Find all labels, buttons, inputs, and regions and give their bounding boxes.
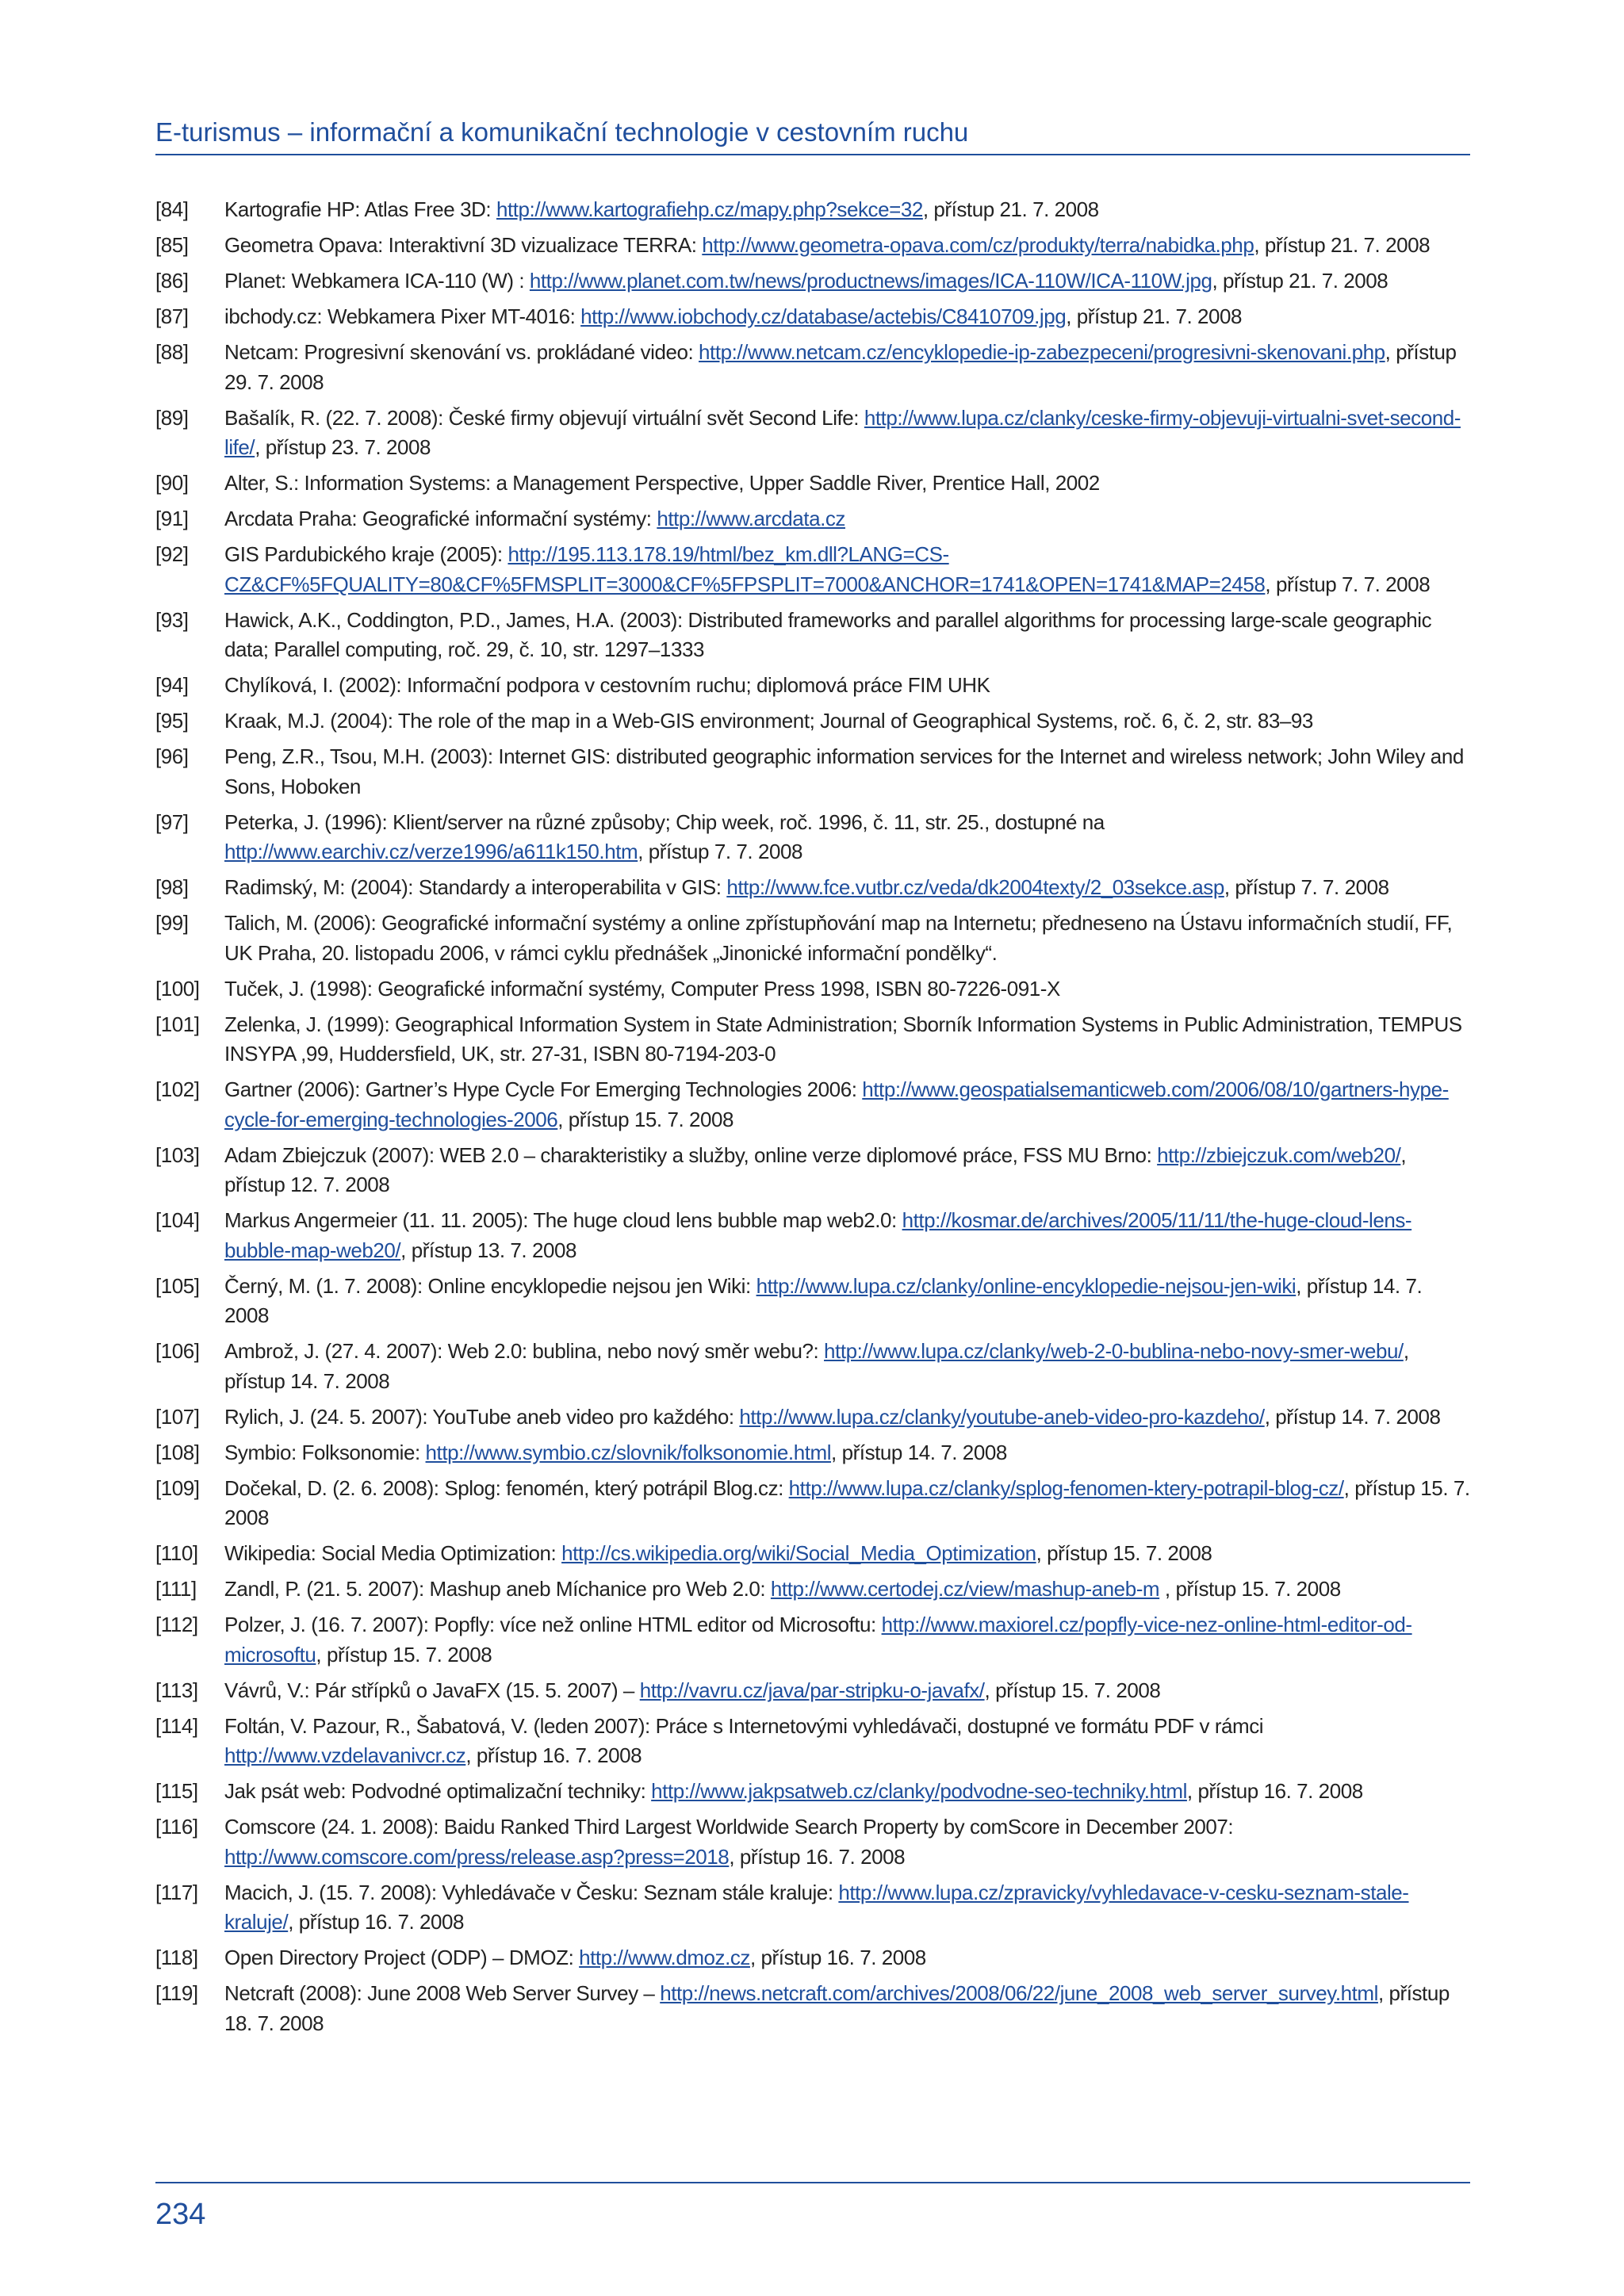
reference-citation: Macich, J. (15. 7. 2008): Vyhledávače v Česku: Seznam stále kraluje:: [224, 1880, 839, 1904]
reference-item: [155, 1712, 1470, 1771]
reference-citation: Gartner (2006): Gartner’s Hype Cycle For Emerging Technologies 2006:: [224, 1077, 863, 1101]
reference-link[interactable]: http://news.netcraft.com/archives/2008/06/22/june_2008_web_server_survey.html: [660, 1981, 1378, 2005]
reference-number: [114]: [155, 1713, 198, 1738]
reference-access-date: , přístup 21. 7. 2008: [1254, 233, 1431, 257]
reference-access-date: , přístup 7. 7. 2008: [1224, 875, 1389, 899]
reference-item: [155, 540, 1470, 599]
reference-citation: Chylíková, I. (2002): Informační podpora v cestovním ruchu; diplomová práce FIM UHK: [224, 673, 990, 697]
reference-text: [224, 1272, 1470, 1331]
reference-access-date: , přístup 15. 7. 2008: [984, 1678, 1161, 1702]
reference-access-date: , přístup 18. 7. 2008: [224, 1981, 1450, 2035]
reference-number: [88]: [155, 340, 189, 364]
reference-link[interactable]: http://www.arcdata.cz: [657, 507, 845, 530]
reference-access-date: , přístup 16. 7. 2008: [1186, 1779, 1363, 1803]
reference-access-date: , přístup 29. 7. 2008: [224, 340, 1457, 394]
reference-item: [155, 909, 1470, 968]
reference-citation: Hawick, A.K., Coddington, P.D., James, H.A. (2003): Distributed frameworks and parallel algorithms for processing large-scale geographic data; Parallel computing, roč. 29, č. 10, str. 1297–1333: [224, 607, 1432, 661]
reference-text: [224, 1575, 1470, 1605]
reference-access-date: , přístup 23. 7. 2008: [255, 435, 431, 459]
reference-access-date: , přístup 14. 7. 2008: [1264, 1404, 1441, 1429]
reference-number: [116]: [155, 1815, 198, 1839]
reference-item: [155, 671, 1470, 701]
reference-access-date: , přístup 13. 7. 2008: [400, 1238, 576, 1262]
reference-access-date: , přístup 15. 7. 2008: [557, 1107, 734, 1131]
reference-citation: Adam Zbiejczuk (2007): WEB 2.0 – charakteristiky a služby, online verze diplomové práce, FSS MU Brno:: [224, 1142, 1158, 1167]
reference-number: [101]: [155, 1012, 200, 1036]
reference-text: [224, 1206, 1470, 1265]
reference-citation: Arcdata Praha: Geografické informační systémy:: [224, 507, 657, 530]
reference-citation: Symbio: Folksonomie:: [224, 1440, 426, 1464]
reference-item: [155, 1676, 1470, 1706]
reference-citation: Zandl, P. (21. 5. 2007): Mashup aneb Míchanice pro Web 2.0:: [224, 1577, 771, 1601]
reference-citation: Zelenka, J. (1999): Geographical Information System in State Administration; Sborník Information Systems in Public Administration, TEMPUS INSYPA ,99, Huddersfield, UK, str. 27-31, ISBN 80-7194-203-0: [224, 1012, 1462, 1066]
reference-citation: Netcam: Progresivní skenování vs. prokládané video:: [224, 340, 699, 364]
reference-number: [96]: [155, 744, 189, 768]
reference-link[interactable]: http://www.lupa.cz/clanky/online-encyklopedie-nejsou-jen-wiki: [756, 1273, 1297, 1298]
reference-link[interactable]: http://195.113.178.19/html/bez_km.dll?LANG=CS-CZ&CF%5FQUALITY=80&CF%5FMSPLIT=3000&CF%5FPSPLIT=7000&ANCHOR=1741&OPEN=1741&MAP=2458: [224, 542, 1266, 596]
reference-item: [155, 302, 1470, 332]
reference-access-date: , přístup 21. 7. 2008: [1066, 304, 1243, 328]
reference-access-date: , přístup 16. 7. 2008: [288, 1910, 465, 1934]
reference-text: [224, 302, 1470, 332]
reference-item: [155, 231, 1470, 261]
reference-item: [155, 706, 1470, 737]
reference-citation: Černý, M. (1. 7. 2008): Online encyklopedie nejsou jen Wiki:: [224, 1273, 756, 1298]
reference-link[interactable]: http://vavru.cz/java/par-stripku-o-javafx/: [639, 1678, 985, 1702]
reference-citation: Talich, M. (2006): Geografické informační systémy a online zpřístupňování map na Internetu; předneseno na Ústavu informačních studií, FF, UK Praha, 20. listopadu 2006, v rámci cyklu přednášek „Jinonické informační pondělky“.: [224, 911, 1453, 965]
page-number: 234: [155, 2198, 206, 2231]
reference-access-date: , přístup 15. 7. 2008: [224, 1475, 1470, 1529]
reference-text: [224, 909, 1470, 968]
reference-text: [224, 1812, 1470, 1872]
reference-item: [155, 1878, 1470, 1938]
reference-citation: Polzer, J. (16. 7. 2007): Popfly: více než online HTML editor od Microsoftu:: [224, 1613, 882, 1636]
reference-link[interactable]: http://kosmar.de/archives/2005/11/11/the-huge-cloud-lens-bubble-map-web20/: [224, 1208, 1412, 1262]
reference-citation: Comscore (24. 1. 2008): Baidu Ranked Third Largest Worldwide Search Property by comScore in December 2007:: [224, 1815, 1234, 1839]
reference-access-date: , přístup 16. 7. 2008: [729, 1844, 906, 1869]
reference-access-date: , přístup 21. 7. 2008: [1212, 269, 1388, 293]
reference-text: [224, 1402, 1470, 1433]
reference-item: [155, 1539, 1470, 1569]
reference-citation: Foltán, V. Pazour, R., Šabatová, V. (leden 2007): Práce s Internetovými vyhledávači, dostupné ve formátu PDF v rámci: [224, 1713, 1264, 1738]
reference-text: [224, 1777, 1470, 1807]
reference-text: [224, 1676, 1470, 1706]
reference-text: [224, 706, 1470, 737]
reference-number: [90]: [155, 471, 189, 495]
reference-citation: Kartografie HP: Atlas Free 3D:: [224, 197, 496, 221]
reference-citation: Rylich, J. (24. 5. 2007): YouTube aneb video pro každého:: [224, 1404, 740, 1429]
reference-item: [155, 1575, 1470, 1605]
reference-number: [86]: [155, 269, 189, 293]
reference-number: [105]: [155, 1273, 200, 1298]
reference-link[interactable]: http://www.lupa.cz/zpravicky/vyhledavace-v-cesku-seznam-stale-kraluje/: [224, 1880, 1409, 1934]
reference-link[interactable]: http://cs.wikipedia.org/wiki/Social_Media_Optimization: [561, 1541, 1036, 1565]
reference-citation: Radimský, M: (2004): Standardy a interoperabilita v GIS:: [224, 875, 727, 899]
reference-citation: Open Directory Project (ODP) – DMOZ:: [224, 1946, 580, 1969]
reference-citation: Markus Angermeier (11. 11. 2005): The huge cloud lens bubble map web2.0:: [224, 1208, 902, 1232]
reference-item: [155, 1272, 1470, 1331]
reference-item: [155, 1812, 1470, 1872]
reference-access-date: , přístup 16. 7. 2008: [465, 1743, 642, 1767]
reference-access-date: , přístup 16. 7. 2008: [749, 1946, 926, 1969]
reference-item: [155, 266, 1470, 297]
reference-access-date: , přístup 15. 7. 2008: [316, 1642, 492, 1667]
reference-text: [224, 266, 1470, 297]
reference-number: [99]: [155, 911, 189, 935]
reference-citation: Alter, S.: Information Systems: a Management Perspective, Upper Saddle River, Prentice Hall, 2002: [224, 471, 1100, 495]
reference-number: [110]: [155, 1541, 198, 1565]
reference-text: [224, 671, 1470, 701]
reference-number: [104]: [155, 1208, 200, 1232]
reference-link[interactable]: http://www.dmoz.cz: [579, 1946, 750, 1969]
reference-link[interactable]: http://www.vzdelavanivcr.cz: [224, 1743, 466, 1767]
reference-item: [155, 1402, 1470, 1433]
reference-citation: Peng, Z.R., Tsou, M.H. (2003): Internet GIS: distributed geographic information services for the Internet and wireless network; John Wiley and Sons, Hoboken: [224, 744, 1464, 798]
reference-number: [103]: [155, 1142, 200, 1167]
reference-number: [87]: [155, 304, 189, 328]
reference-link[interactable]: http://www.jakpsatweb.cz/clanky/podvodne-seo-techniky.html: [651, 1779, 1187, 1803]
reference-item: [155, 1438, 1470, 1468]
reference-text: [224, 1141, 1470, 1200]
reference-access-date: , přístup 7. 7. 2008: [1265, 572, 1431, 596]
reference-text: [224, 1337, 1470, 1396]
reference-number: [102]: [155, 1077, 200, 1101]
reference-item: [155, 1010, 1470, 1070]
reference-text: [224, 469, 1470, 499]
reference-item: [155, 606, 1470, 665]
reference-link[interactable]: http://zbiejczuk.com/web20/: [1157, 1142, 1401, 1167]
reference-link[interactable]: http://www.lupa.cz/clanky/splog-fenomen-ktery-potrapil-blog-cz/: [788, 1475, 1344, 1500]
reference-link[interactable]: http://www.lupa.cz/clanky/youtube-aneb-video-pro-kazdeho/: [739, 1404, 1265, 1429]
reference-text: [224, 742, 1470, 802]
reference-number: [113]: [155, 1678, 198, 1702]
reference-number: [108]: [155, 1440, 200, 1464]
reference-number: [85]: [155, 233, 189, 257]
reference-number: [93]: [155, 607, 189, 632]
reference-item: [155, 873, 1470, 903]
running-header-title: E-turismus – informační a komunikační technologie v cestovním ruchu: [155, 117, 969, 147]
reference-list: [155, 195, 1470, 2045]
reference-item: [155, 338, 1470, 397]
reference-item: [155, 1610, 1470, 1670]
reference-citation: Tuček, J. (1998): Geografické informační systémy, Computer Press 1998, ISBN 80-7226-091-X: [224, 976, 1060, 1001]
reference-access-date: , přístup 15. 7. 2008: [1036, 1541, 1212, 1565]
reference-link[interactable]: http://www.fce.vutbr.cz/veda/dk2004texty/2_03sekce.asp: [726, 875, 1224, 899]
reference-item: [155, 504, 1470, 534]
reference-text: [224, 1010, 1470, 1070]
reference-number: [119]: [155, 1981, 198, 2005]
reference-item: [155, 1075, 1470, 1135]
reference-text: [224, 1943, 1470, 1973]
reference-text: [224, 606, 1470, 665]
reference-link[interactable]: http://www.maxiorel.cz/popfly-vice-nez-online-html-editor-od-microsoftu: [224, 1613, 1412, 1667]
reference-citation: Peterka, J. (1996): Klient/server na různé způsoby; Chip week, roč. 1996, č. 11, str. 25., dostupné na: [224, 809, 1105, 834]
reference-citation: Bašalík, R. (22. 7. 2008): České firmy objevují virtuální svět Second Life:: [224, 405, 864, 430]
reference-citation: Netcraft (2008): June 2008 Web Server Survey –: [224, 1981, 661, 2005]
reference-number: [97]: [155, 809, 189, 834]
reference-text: [224, 974, 1470, 1004]
reference-number: [89]: [155, 405, 189, 430]
reference-number: [111]: [155, 1577, 197, 1601]
reference-item: [155, 742, 1470, 802]
reference-item: [155, 1943, 1470, 1973]
reference-text: [224, 1438, 1470, 1468]
reference-link[interactable]: http://www.lupa.cz/clanky/web-2-0-bublina-nebo-novy-smer-webu/: [824, 1339, 1404, 1363]
reference-number: [115]: [155, 1779, 198, 1803]
reference-text: [224, 231, 1470, 261]
reference-item: [155, 974, 1470, 1004]
reference-citation: Jak psát web: Podvodné optimalizační techniky:: [224, 1779, 652, 1803]
reference-access-date: , přístup 14. 7. 2008: [831, 1440, 1007, 1464]
reference-item: [155, 404, 1470, 463]
reference-link[interactable]: http://www.earchiv.cz/verze1996/a611k150.htm: [224, 840, 638, 863]
reference-link[interactable]: http://www.iobchody.cz/database/actebis/C8410709.jpg: [580, 304, 1067, 328]
reference-citation: Wikipedia: Social Media Optimization:: [224, 1541, 562, 1565]
reference-link[interactable]: http://www.lupa.cz/clanky/ceske-firmy-objevuji-virtualni-svet-second-life/: [224, 405, 1461, 459]
reference-text: [224, 1712, 1470, 1771]
reference-link[interactable]: http://www.kartografiehp.cz/mapy.php?sekce=32: [496, 197, 923, 221]
reference-citation: ibchody.cz: Webkamera Pixer MT-4016:: [224, 304, 581, 328]
reference-number: [94]: [155, 673, 189, 697]
reference-link[interactable]: http://www.geometra-opava.com/cz/produkty/terra/nabidka.php: [702, 233, 1254, 257]
reference-text: [224, 808, 1470, 867]
reference-text: [224, 504, 1470, 534]
reference-text: [224, 338, 1470, 397]
reference-link[interactable]: http://www.symbio.cz/slovnik/folksonomie.html: [425, 1440, 832, 1464]
reference-citation: Ambrož, J. (27. 4. 2007): Web 2.0: bublina, nebo nový směr webu?:: [224, 1339, 825, 1363]
reference-text: [224, 195, 1470, 225]
reference-number: [92]: [155, 542, 189, 566]
reference-number: [98]: [155, 875, 189, 899]
reference-citation: Planet: Webkamera ICA-110 (W) :: [224, 269, 530, 293]
reference-number: [95]: [155, 709, 189, 733]
reference-citation: Vávrů, V.: Pár střípků o JavaFX (15. 5. 2007) –: [224, 1678, 640, 1702]
reference-access-date: , přístup 14. 7. 2008: [224, 1339, 1409, 1393]
reference-number: [109]: [155, 1475, 200, 1500]
reference-link[interactable]: http://www.certodej.cz/view/mashup-aneb-m: [770, 1577, 1160, 1601]
reference-number: [117]: [155, 1880, 198, 1904]
reference-number: [84]: [155, 197, 189, 221]
reference-access-date: , přístup 15. 7. 2008: [1159, 1577, 1341, 1601]
reference-text: [224, 540, 1470, 599]
reference-text: [224, 873, 1470, 903]
reference-text: [224, 1979, 1470, 2038]
reference-link[interactable]: http://www.comscore.com/press/release.asp?press=2018: [224, 1844, 730, 1869]
reference-item: [155, 1206, 1470, 1265]
reference-number: [91]: [155, 507, 189, 530]
reference-text: [224, 1878, 1470, 1938]
reference-number: [107]: [155, 1404, 200, 1429]
reference-item: [155, 1141, 1470, 1200]
reference-number: [112]: [155, 1613, 198, 1636]
reference-citation: Dočekal, D. (2. 6. 2008): Splog: fenomén, který potrápil Blog.cz:: [224, 1475, 789, 1500]
reference-citation: GIS Pardubického kraje (2005):: [224, 542, 508, 566]
reference-item: [155, 469, 1470, 499]
reference-item: [155, 1474, 1470, 1533]
reference-access-date: , přístup 7. 7. 2008: [638, 840, 802, 863]
reference-text: [224, 1474, 1470, 1533]
reference-number: [100]: [155, 976, 200, 1001]
reference-text: [224, 1075, 1470, 1135]
reference-text: [224, 404, 1470, 463]
reference-access-date: , přístup 12. 7. 2008: [224, 1142, 1407, 1196]
reference-citation: Geometra Opava: Interaktivní 3D vizualizace TERRA:: [224, 233, 703, 257]
footer-divider: [155, 2182, 1470, 2183]
reference-link[interactable]: http://www.planet.com.tw/news/productnews/images/ICA-110W/ICA-110W.jpg: [529, 269, 1212, 293]
header-divider: [155, 154, 1470, 155]
reference-text: [224, 1539, 1470, 1569]
reference-link[interactable]: http://www.geospatialsemanticweb.com/2006/08/10/gartners-hype-cycle-for-emerging-technologies-2006: [224, 1077, 1449, 1131]
reference-access-date: , přístup 14. 7. 2008: [224, 1273, 1423, 1327]
reference-item: [155, 1337, 1470, 1396]
reference-access-date: , přístup 21. 7. 2008: [922, 197, 1099, 221]
reference-item: [155, 1979, 1470, 2038]
reference-item: [155, 1777, 1470, 1807]
reference-link[interactable]: http://www.netcam.cz/encyklopedie-ip-zabezpeceni/progresivni-skenovani.php: [699, 340, 1385, 364]
reference-item: [155, 808, 1470, 867]
reference-text: [224, 1610, 1470, 1670]
reference-citation: Kraak, M.J. (2004): The role of the map in a Web-GIS environment; Journal of Geographical Systems, roč. 6, č. 2, str. 83–93: [224, 709, 1313, 733]
reference-number: [118]: [155, 1946, 198, 1969]
reference-item: [155, 195, 1470, 225]
reference-number: [106]: [155, 1339, 200, 1363]
